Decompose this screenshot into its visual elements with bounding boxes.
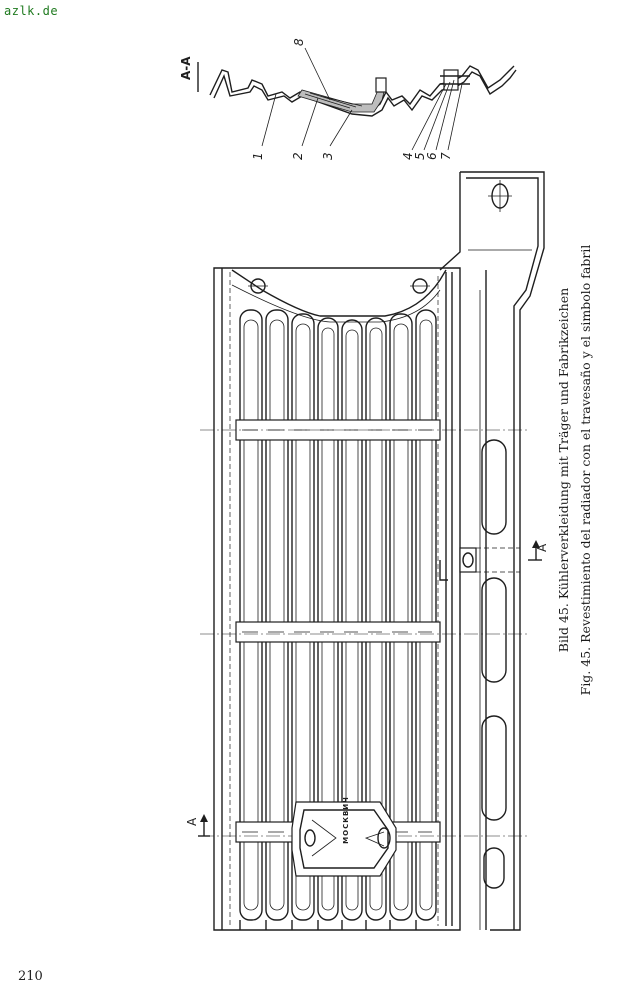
part-label-4: 4 (401, 152, 415, 160)
crossmember-bracket (440, 172, 544, 930)
caption-spanish: Fig. 45. Revestimiento del radiador con el travesaño y el simbolo fabril (578, 244, 593, 696)
section-view-a-a (179, 38, 516, 160)
part-label-8: 8 (292, 38, 306, 46)
part-label-3: 3 (321, 152, 335, 160)
watermark: azlk.de (4, 4, 59, 18)
part-label-1: 1 (251, 152, 265, 160)
page-number: 210 (18, 969, 43, 984)
part-label-5: 5 (413, 152, 427, 160)
factory-emblem (292, 796, 396, 876)
caption-german: Bild 45. Kühlerverkleidung mit Träger und Fabrikzeichen (556, 287, 571, 653)
section-marker-right: A (535, 543, 549, 552)
part-label-6: 6 (425, 152, 439, 160)
section-marker-left: A (185, 817, 199, 826)
emblem-text: МОСКВИЧ (342, 796, 350, 844)
part-label-2: 2 (291, 152, 305, 160)
section-label: A-A (179, 56, 193, 80)
part-label-7: 7 (439, 152, 453, 160)
